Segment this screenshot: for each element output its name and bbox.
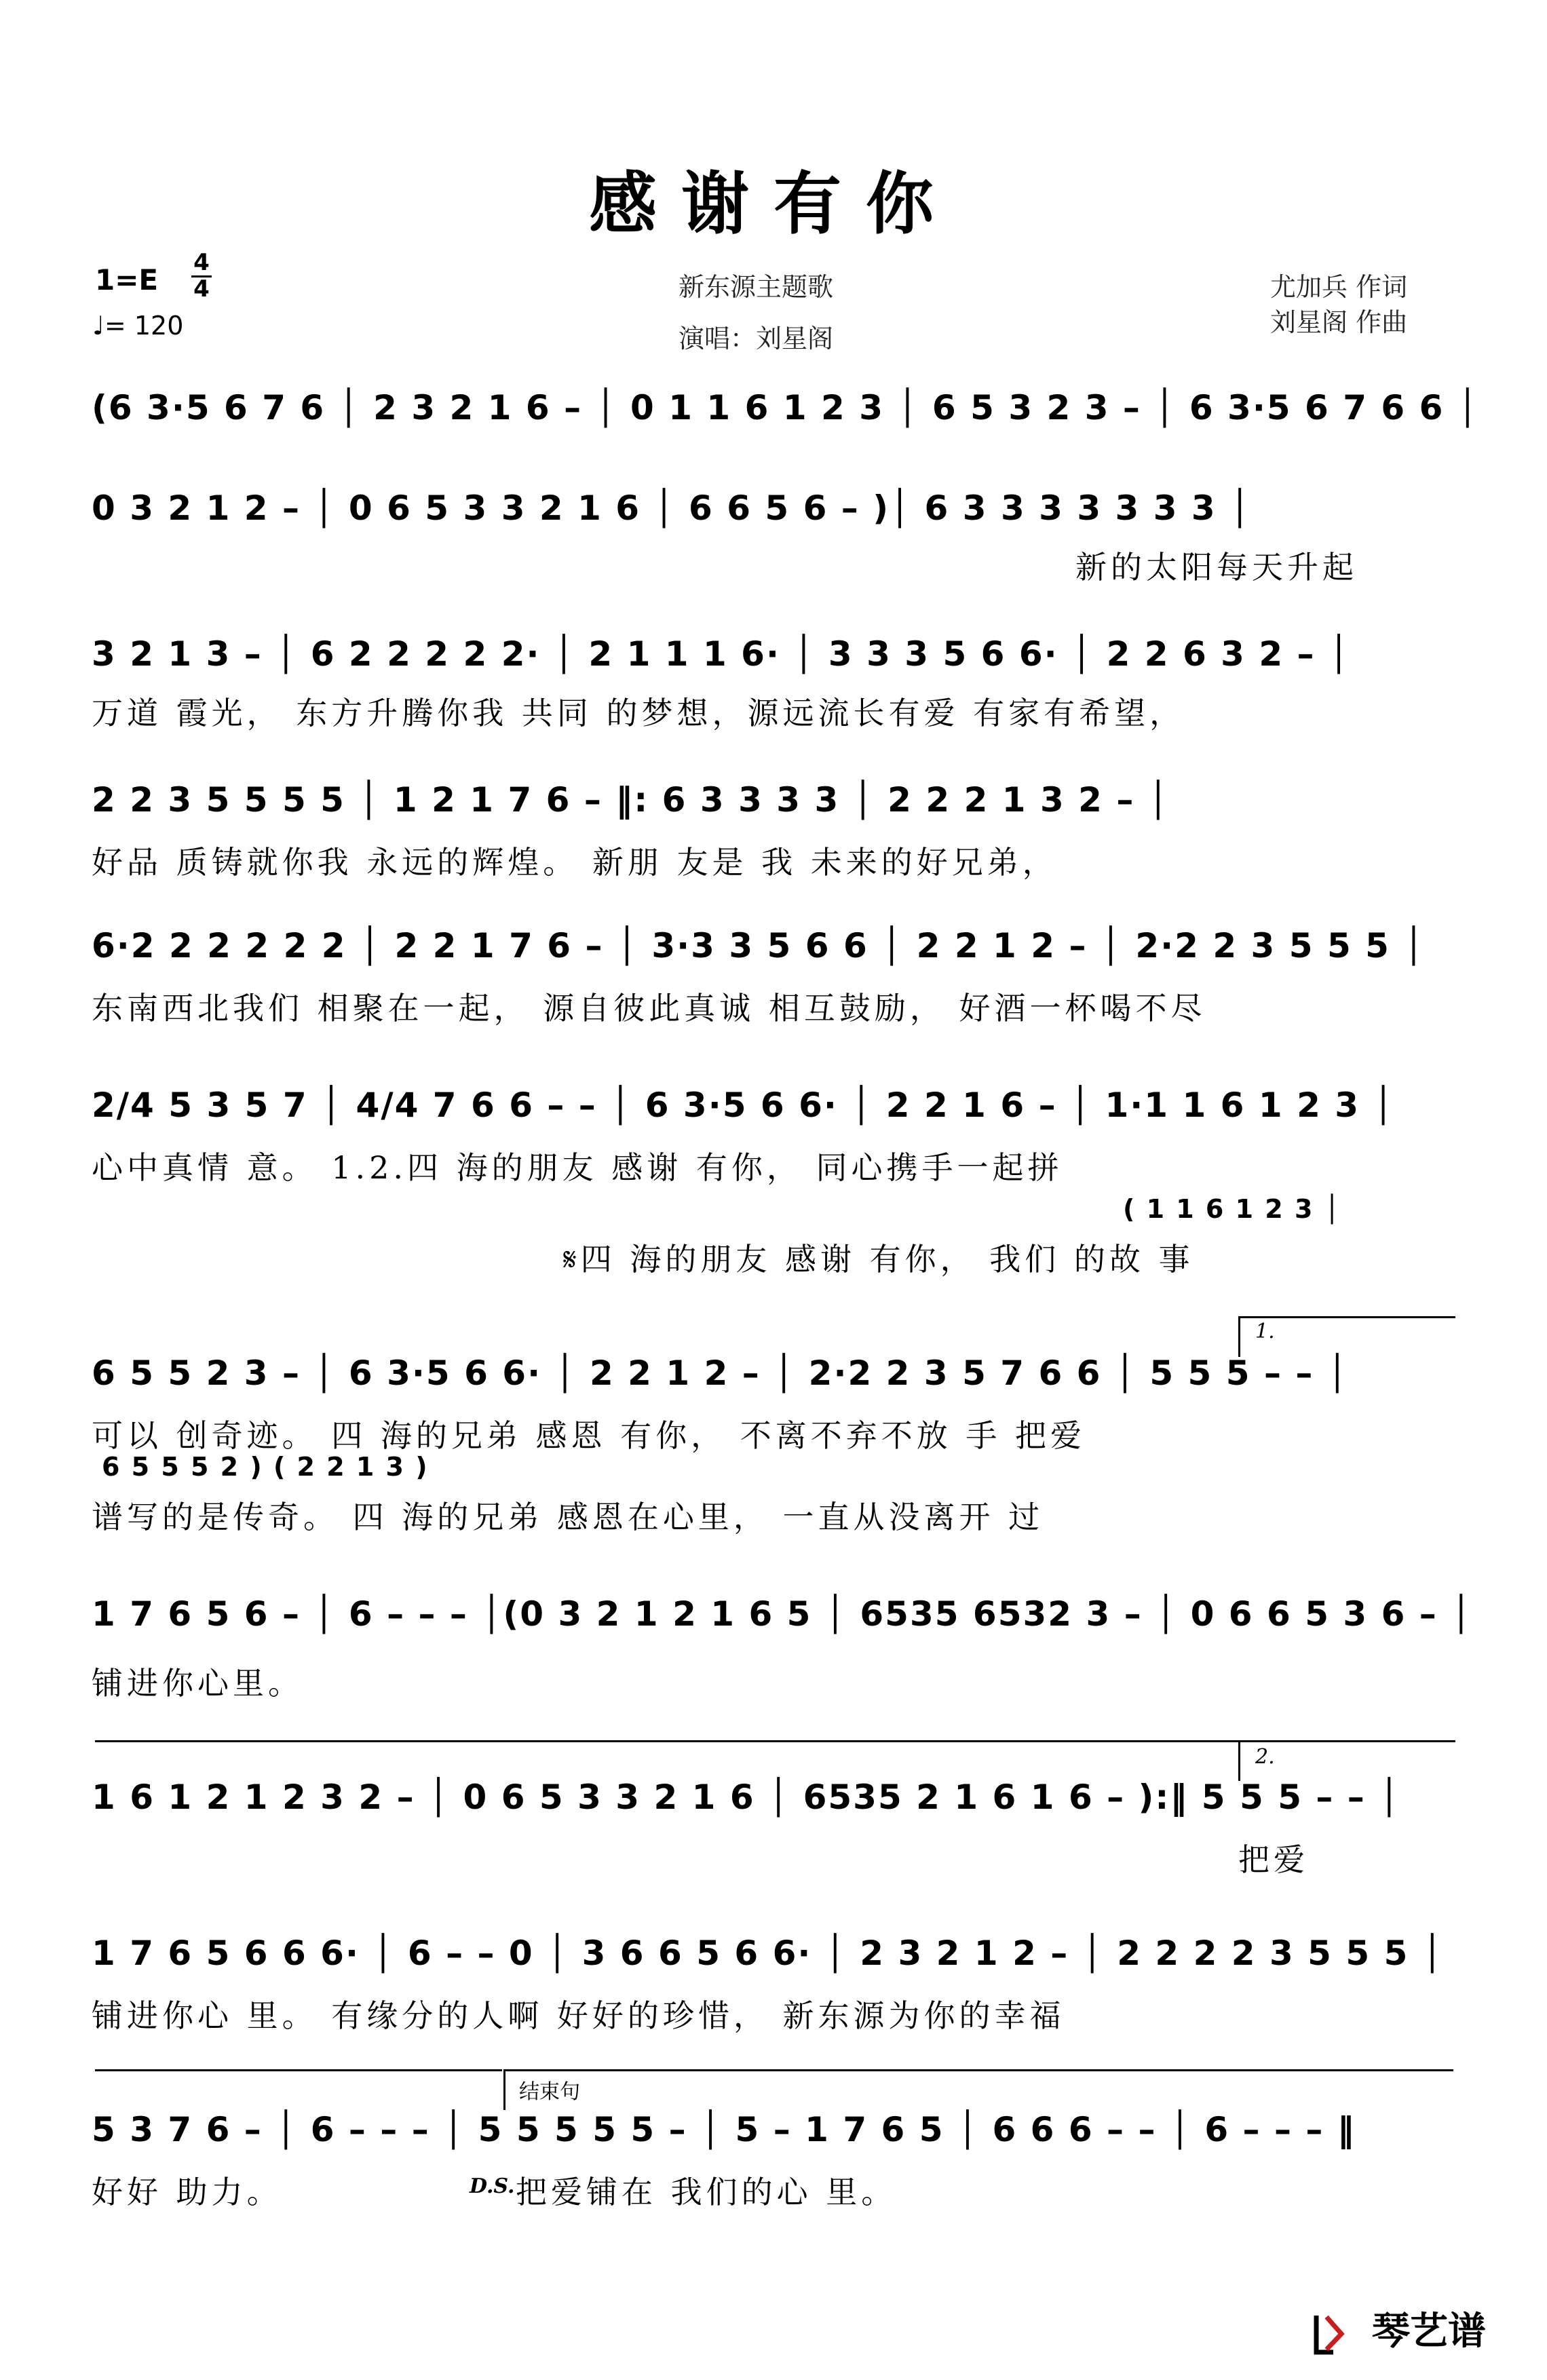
score-row-7-lyric: 可以 创奇迹。 四 海的兄弟 感恩 有你， 不离不弃不放 手 把爱 [92,1417,1086,1454]
score-row-7-alt-notes: 6 5 5 5 2 ) ( 2 2 1 3 ) [102,1452,429,1482]
score-row-6-alt-lyric: 𝄋四 海的朋友 感谢 有你， 我们 的故 事 [563,1241,1194,1278]
score-row-2-notes: 0 3 2 1 2 – │ 0 6 5 3 3 2 1 6 │ 6 6 5 6 – )│ 6 3 3 3 3 3 3 3 │ [92,488,1252,528]
time-signature [191,251,212,301]
score-row-8-notes: 1 7 6 5 6 – │ 6 – – – │(0 3 2 1 2 1 6 5 │ 6535 6532 3 – │ 0 6 6 5 3 6 – │ [92,1594,1473,1634]
volta-2-bracket-left [1238,1740,1240,1781]
volta-2-bracket-top [1238,1740,1455,1742]
ending-section-line [503,2069,1453,2071]
score-row-3-notes: 3 2 1 3 – │ 6 2 2 2 2 2· │ 2 1 1 1 6· │ 3 3 3 5 6 6· │ 2 2 6 3 2 – │ [92,634,1351,674]
score-row-11-notes: 5 3 7 6 – │ 6 – – – │ 5 5 5 5 5 – │ 5 – 1 7 6 5 │ 6 6 6 – – │ 6 – – – ‖ [92,2110,1356,2149]
ending-label: 结束句 [519,2080,580,2104]
score-row-11-lyric-b: 把爱铺在 我们的心 里。 [516,2174,897,2210]
score-row-10-lyric: 铺进你心 里。 有缘分的人啊 好好的珍惜， 新东源为你的幸福 [92,1997,1065,2034]
ending-bracket-line [95,2069,502,2071]
volta-1-bracket-top [1238,1316,1455,1318]
lyricist: 尤加兵 作词 [1270,272,1408,302]
score-row-1-notes: (6 3·5 6 7 6 │ 2 3 2 1 6 – │ 0 1 1 6 1 2 3 │ 6 5 3 2 3 – │ 6 3·5 6 7 6 6 │ [92,388,1479,427]
singer: 演唱：刘星阁 [679,324,834,353]
score-row-11-lyric: 好好 助力。 [92,2174,282,2210]
volta-1-label: 1. [1255,1320,1275,1343]
subtitle: 新东源主题歌 [679,272,834,302]
watermark-logo [1313,2301,1487,2358]
composer: 刘星阁 作曲 [1270,307,1408,337]
score-row-10-notes: 1 7 6 5 6 6 6· │ 6 – – 0 │ 3 6 6 5 6 6· │ 2 3 2 1 2 – │ 2 2 2 2 3 5 5 5 │ [92,1934,1444,1973]
score-row-8-lyric: 铺进你心里。 [92,1665,303,1702]
song-title: 感谢有你 [589,164,958,244]
time-signature-top: 4 [193,249,210,276]
repeat-bracket-line [95,1740,1242,1742]
score-row-3-lyric: 万道 霞光， 东方升腾你我 共同 的梦想，源远流长有爱 有家有希望， [92,695,1185,731]
time-signature-bottom: 4 [193,275,210,303]
score-row-2-lyric: 新的太阳每天升起 [1075,549,1358,586]
score-row-5-notes: 6·2 2 2 2 2 2 │ 2 2 1 7 6 – │ 3·3 3 5 6 6 │ 2 2 1 2 – │ 2·2 2 3 5 5 5 │ [92,926,1426,965]
dal-segno-marking: D.S. [470,2174,515,2198]
volta-2-label: 2. [1255,1745,1275,1769]
score-row-4-lyric: 好品 质铸就你我 永远的辉煌。 新朋 友是 我 未来的好兄弟， [92,844,1058,881]
volta-1-bracket-left [1238,1316,1240,1357]
key-signature: 1=E [95,263,159,296]
score-row-4-notes: 2 2 3 5 5 5 5 │ 1 2 1 7 6 – ‖: 6 3 3 3 3 │ 2 2 2 1 3 2 – │ [92,780,1170,820]
ending-bracket-left [503,2069,505,2110]
tempo-marking: ♩= 120 [92,311,184,341]
watermark-logo-icon [1313,2310,1354,2358]
score-row-9-notes: 1 6 1 2 1 2 3 2 – │ 0 6 5 3 3 2 1 6 │ 6535 2 1 6 1 6 – ):‖ 5 5 5 – – │ [92,1778,1401,1817]
score-row-9-lyric: 把爱 [1238,1841,1309,1878]
score-row-7-alt-lyric: 谱写的是传奇。 四 海的兄弟 感恩在心里， 一直从没离开 过 [92,1499,1044,1535]
watermark-text: 琴艺谱 [1372,2309,1486,2354]
score-row-6-notes: 2/4 5 3 5 7 │ 4/4 7 6 6 – – │ 6 3·5 6 6· │ 2 2 1 6 – │ 1·1 1 6 1 2 3 │ [92,1086,1395,1125]
score-row-5-lyric: 东南西北我们 相聚在一起， 源自彼此真诚 相互鼓励， 好酒一杯喝不尽 [92,990,1206,1026]
score-row-7-notes: 6 5 5 2 3 – │ 6 3·5 6 6· │ 2 2 1 2 – │ 2·2 2 3 5 7 6 6 │ 5 5 5 – – │ [92,1354,1349,1393]
score-row-6-lyric: 心中真情 意。 1.2.四 海的朋友 感谢 有你， 同心携手一起拼 [92,1149,1063,1186]
score-row-6-alt-notes: ( 1 1 6 1 2 3 │ [1123,1194,1341,1224]
